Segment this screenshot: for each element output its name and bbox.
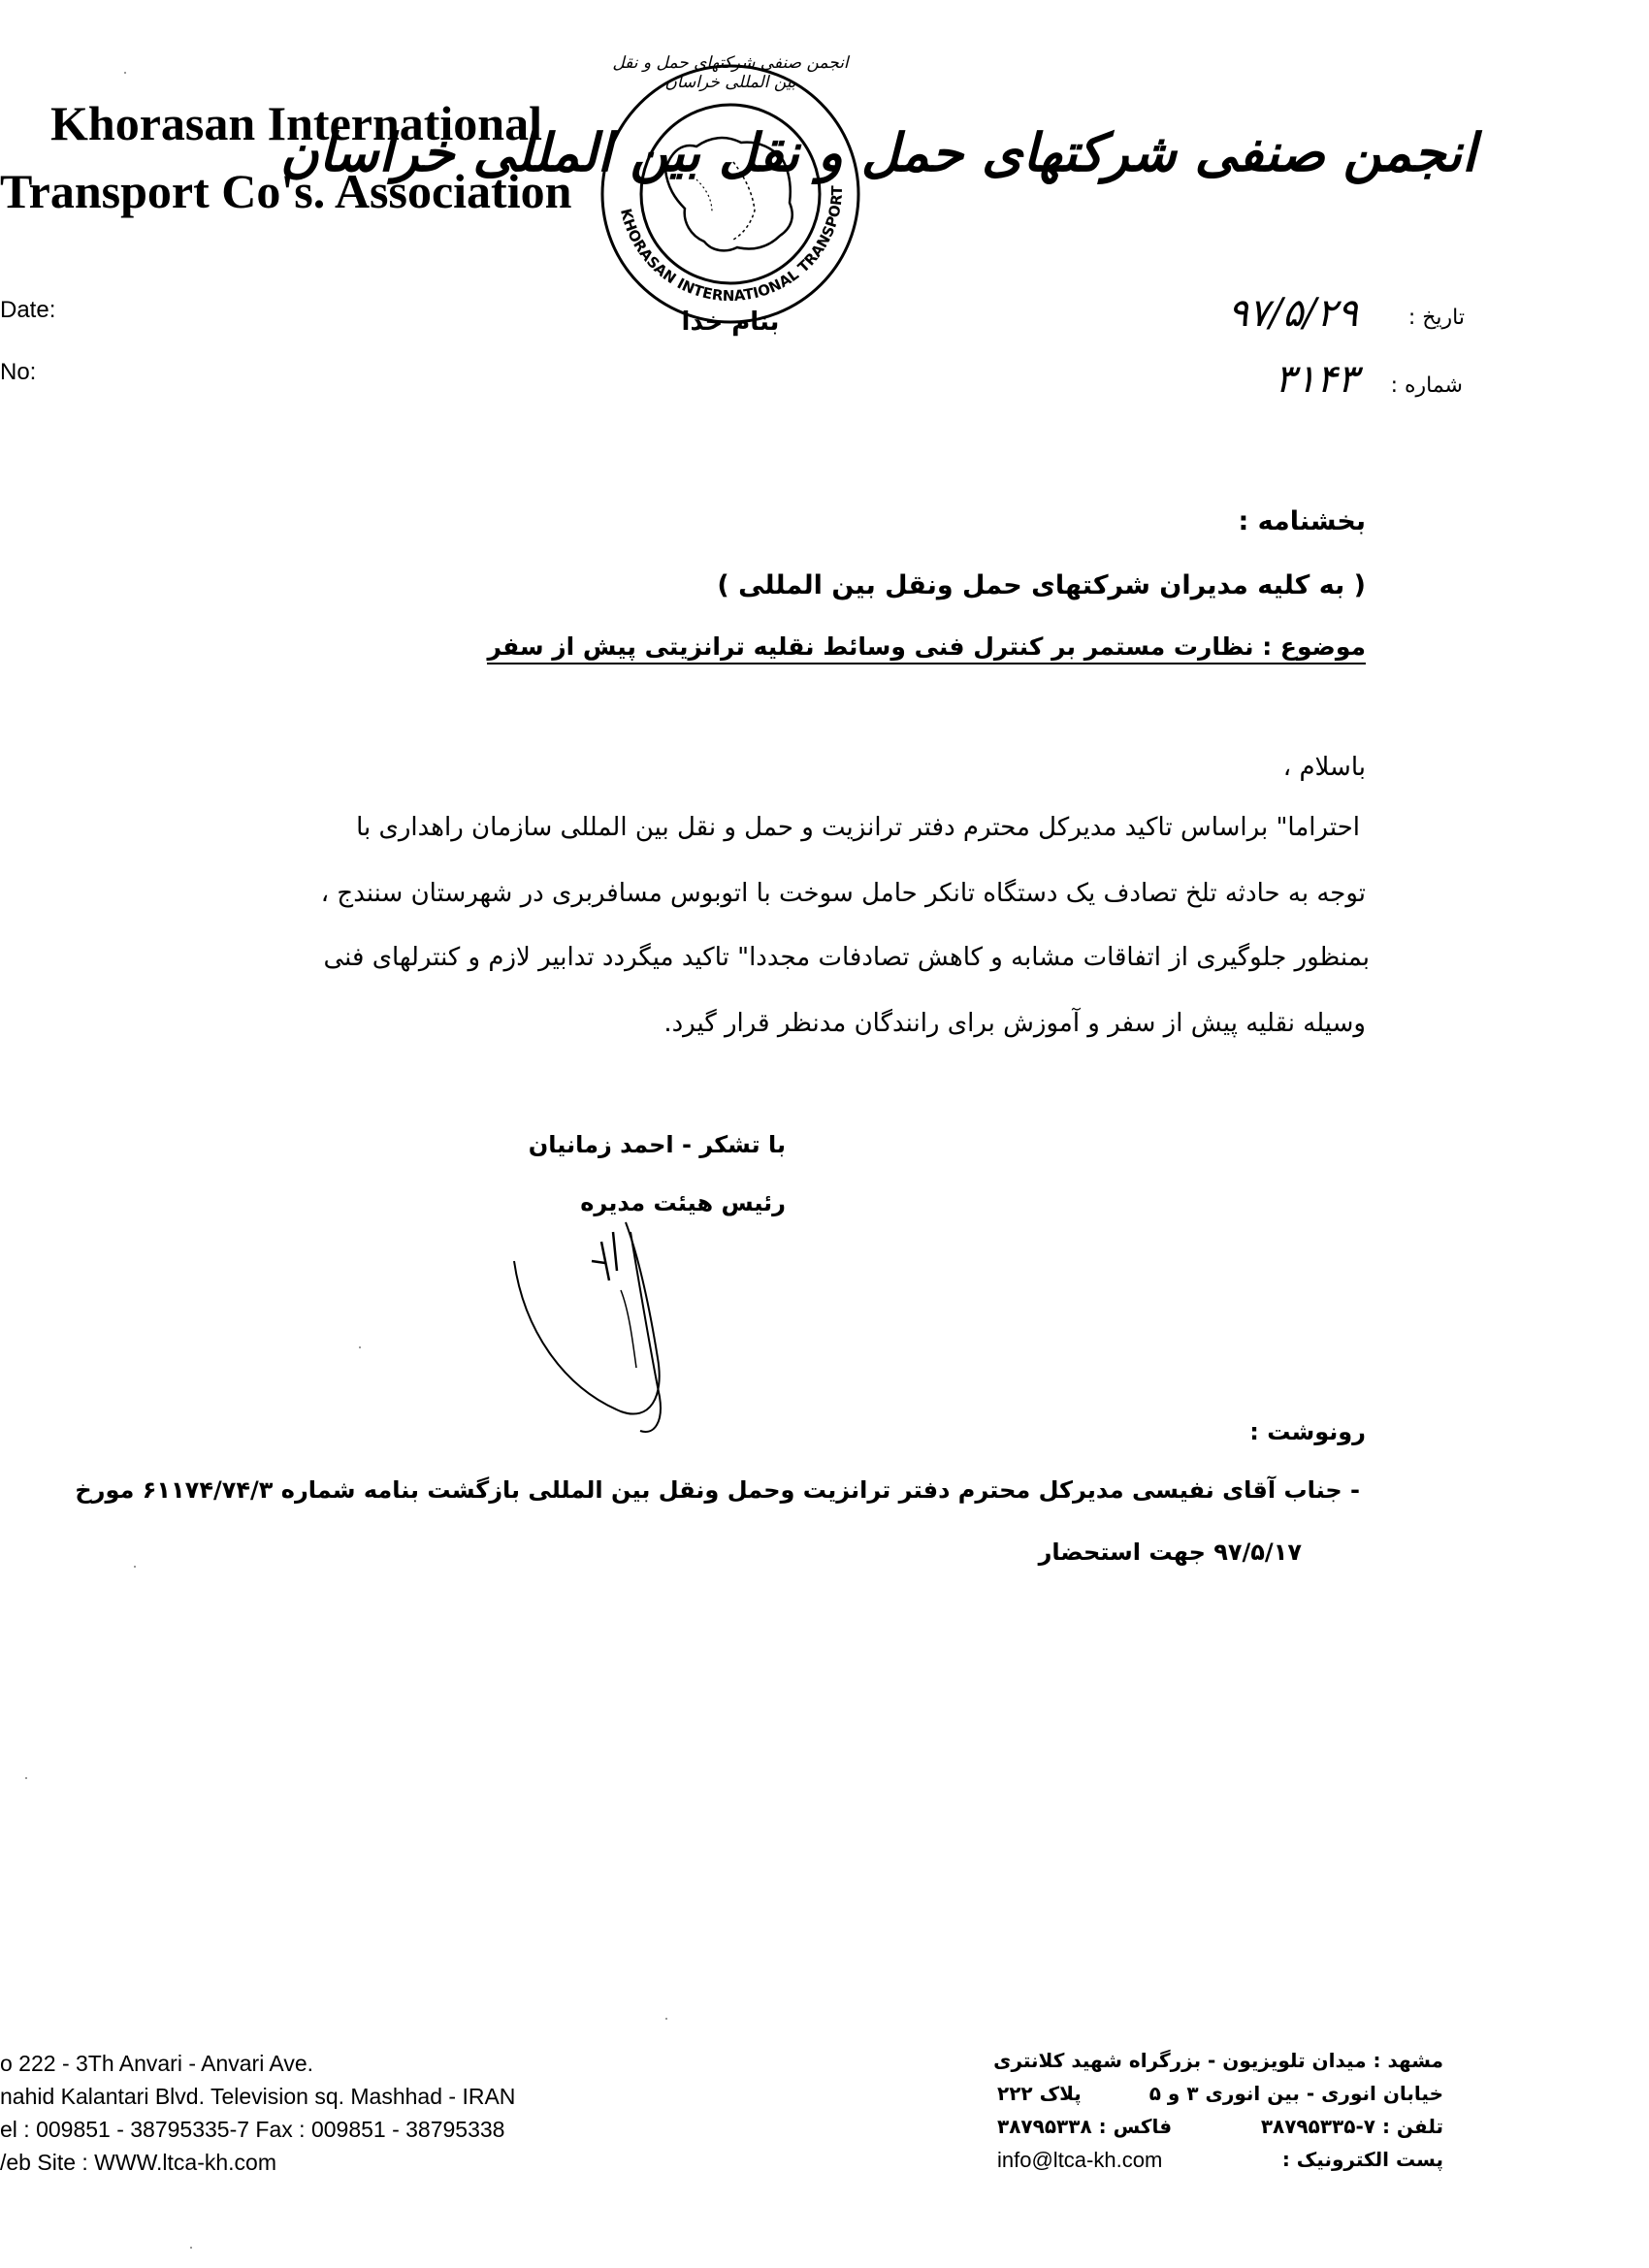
letter-body-line-3: بمنظور جلوگیری از اتفاقات مشابه و کاهش تصادفات مجددا" تاکید میگردد تدابیر لازم و کنترلهای فنی: [323, 943, 1370, 972]
footer-fa-address-line2: [997, 2082, 1443, 2115]
persian-number-label: شماره :: [1390, 373, 1463, 398]
footer-fa-email-row: [997, 2148, 1443, 2181]
letter-recipients: ( به کلیه مدیران شرکتهای حمل ونقل بین المللی ): [717, 570, 1366, 600]
logo-english-ring-text: KHORASAN INTERNATIONAL TRANSPORT: [617, 185, 847, 306]
scan-speck: [25, 1777, 27, 1779]
footer-en-address-line2: nahid Kalantari Blvd. Television sq. Mashhad - IRAN: [0, 2084, 516, 2109]
scan-speck: [124, 72, 126, 74]
footer-english-address: [0, 2047, 515, 2179]
persian-date-label: تاریخ :: [1407, 306, 1465, 330]
logo-caption: بنام خدا: [681, 308, 780, 337]
letter-date-value: ۹۷/۵/۲۹: [1227, 291, 1358, 336]
footer-fa-phone: تلفن : ۷-۳۸۷۹۵۳۳۵: [1260, 2115, 1443, 2138]
logo-seal-graphic: [590, 53, 871, 344]
letter-type: بخشنامه :: [1238, 506, 1366, 536]
letter-greeting: باسلام ،: [1282, 753, 1366, 782]
footer-fa-address-line1: مشهد : میدان تلویزیون - بزرگراه شهید کلانتری: [993, 2049, 1443, 2072]
footer-fa-plaque: پلاک ۲۲۲: [997, 2082, 1082, 2105]
number-label: No:: [0, 359, 37, 385]
scan-speck: [134, 1566, 136, 1568]
footer-persian-address: [993, 2049, 1443, 2181]
footer-fa-phone-fax: [997, 2115, 1443, 2148]
signer-title: رئیس هیئت مدیره: [580, 1189, 786, 1216]
letter-subject: موضوع : نظارت مستمر بر کنترل فنی وسائط نقلیه ترانزیتی پیش از سفر: [487, 632, 1366, 664]
footer-en-address-line1: o 222 - 3Th Anvari - Anvari Ave.: [0, 2051, 314, 2076]
footer-en-website: /eb Site : WWW.ltca-kh.com: [0, 2150, 276, 2175]
footer-fa-street: خیابان انوری - بین انوری ۳ و ۵: [1148, 2082, 1443, 2105]
footer-en-phone-fax: el : 009851 - 38795335-7 Fax : 009851 - 38795338: [0, 2117, 505, 2142]
letter-closing: با تشکر - احمد زمانیان: [528, 1131, 786, 1158]
footer-email-value: info@ltca-kh.com: [997, 2148, 1163, 2172]
cc-line-2: ۹۷/۵/۱۷ جهت استحضار: [1038, 1539, 1302, 1566]
english-org-name-line2: Transport Co's. Association: [0, 164, 572, 218]
footer-fa-fax: فاکس : ۳۸۷۹۵۳۳۸: [997, 2115, 1173, 2138]
handwritten-signature: [504, 1203, 698, 1445]
cc-label: رونوشت :: [1249, 1418, 1366, 1445]
letter-body-line-2: توجه به حادثه تلخ تصادف یک دستگاه تانکر حامل سوخت با اتوبوس مسافربری در شهرستان سنندج ،: [320, 879, 1366, 908]
english-org-name-line1: Khorasan International: [50, 96, 543, 150]
association-logo: [590, 53, 871, 344]
persian-org-name: انجمن صنفی شرکتهای حمل و نقل بین المللی خراسان: [280, 121, 1476, 183]
cc-line-1: - جناب آقای نفیسی مدیرکل محترم دفتر ترانزیت وحمل ونقل بین المللی بازگشت بنامه شماره ۶۱۱۷۴/۷۴/۳ مورخ: [75, 1476, 1360, 1504]
scan-speck: [190, 2247, 192, 2249]
logo-persian-ring-text: انجمن صنفی شرکتهای حمل و نقل بین المللی خراسان: [612, 53, 849, 92]
footer-fa-email-label: پست الکترونیک :: [1281, 2148, 1443, 2171]
letter-body-line-1: احتراما" براساس تاکید مدیرکل محترم دفتر ترانزیت و حمل و نقل بین المللی سازمان راهداری با: [356, 813, 1360, 842]
letter-number-value: ۳۱۴۳: [1275, 357, 1358, 402]
date-label: Date:: [0, 297, 56, 323]
letter-body-line-4: وسیله نقلیه پیش از سفر و آموزش برای رانندگان مدنظر قرار گیرد.: [663, 1009, 1366, 1038]
scan-speck: [665, 2018, 667, 2020]
scan-speck: [359, 1346, 361, 1348]
